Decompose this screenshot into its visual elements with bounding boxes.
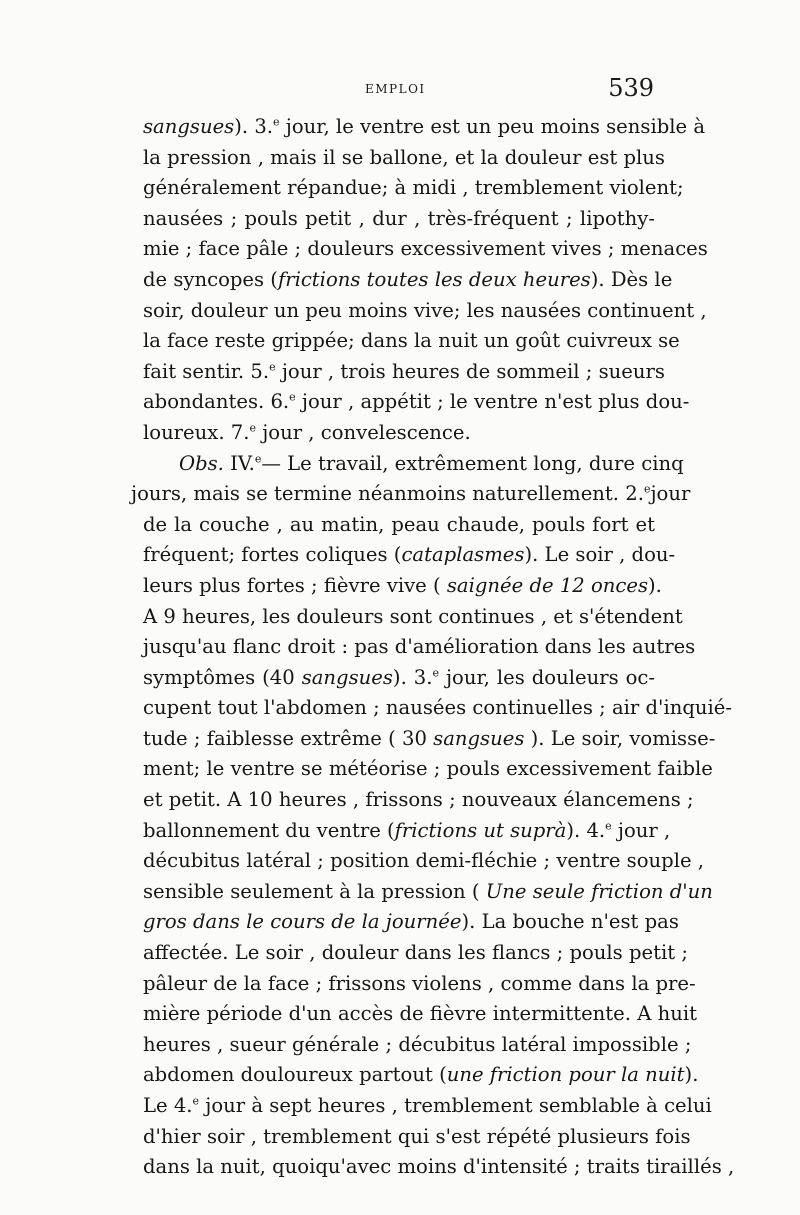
text-segment: heures , sueur générale ; décubitus latéral impossible ; bbox=[143, 1032, 692, 1056]
text-line bbox=[143, 326, 680, 357]
text-line bbox=[143, 785, 694, 816]
italic-text: cataplasmes bbox=[401, 543, 525, 567]
text-segment: jour bbox=[650, 482, 691, 506]
italic-text: Une seule friction d'un bbox=[485, 879, 713, 903]
text-segment: jour , convelescence. bbox=[255, 420, 471, 444]
text-segment: jours, mais se termine néanmoins naturellement. 2. bbox=[131, 482, 644, 506]
text-segment: cupent tout l'abdomen ; nausées continuelles ; air d'inquié- bbox=[143, 696, 732, 720]
text-line bbox=[131, 479, 691, 510]
text-line bbox=[143, 1091, 712, 1122]
text-segment: A 9 heures, les douleurs sont continues , et s'étendent bbox=[143, 604, 683, 628]
text-segment: mière période d'un accès de fièvre intermittente. A huit bbox=[143, 1002, 697, 1026]
page-header bbox=[142, 74, 654, 114]
text-line bbox=[143, 112, 706, 143]
text-segment: tude ; faiblesse extrême ( 30 bbox=[143, 726, 434, 750]
text-line bbox=[143, 418, 655, 449]
running-head: EMPLOI bbox=[365, 82, 426, 96]
text-segment: Le 4. bbox=[143, 1094, 193, 1117]
text-segment: ). 3. bbox=[392, 665, 433, 689]
text-segment: fréquent; fortes coliques ( bbox=[143, 543, 402, 567]
text-line bbox=[143, 938, 688, 969]
text-segment: ). La bouche n'est pas bbox=[461, 910, 679, 934]
text-line bbox=[143, 296, 707, 327]
text-line bbox=[143, 143, 665, 174]
text-segment: symptômes (40 bbox=[143, 665, 302, 689]
text-segment: dans la nuit, quoiqu'avec moins d'intensité ; traits tiraillés , bbox=[143, 1155, 735, 1179]
text-segment: ). Le soir, vomisse- bbox=[524, 726, 716, 750]
text-segment: abondantes. 6. bbox=[143, 390, 290, 414]
text-segment: jour à sept heures , tremblement semblable à celui bbox=[199, 1094, 712, 1117]
ordinal-superscript: e bbox=[273, 115, 280, 129]
text-line bbox=[143, 754, 713, 785]
text-line bbox=[143, 1030, 692, 1061]
text-segment: affectée. Le soir , douleur dans les flancs ; pouls petit ; bbox=[143, 941, 688, 965]
text-line bbox=[143, 1152, 735, 1183]
text-segment: jour , trois heures de sommeil ; sueurs bbox=[275, 359, 665, 383]
text-segment: de syncopes ( bbox=[143, 267, 278, 291]
italic-text: sangsues bbox=[433, 726, 525, 750]
text-line bbox=[143, 877, 713, 908]
text-segment: jusqu'au flanc droit : pas d'amélioration dans les autres bbox=[143, 635, 696, 659]
text-line bbox=[143, 204, 655, 235]
text-line bbox=[143, 1060, 699, 1091]
ordinal-superscript: e bbox=[269, 360, 276, 374]
text-segment: — Le travail, extrêmement long, dure cinq bbox=[261, 451, 684, 475]
text-segment: ballonnement du ventre ( bbox=[143, 818, 395, 842]
text-line bbox=[143, 693, 732, 724]
ordinal-superscript: e bbox=[249, 421, 256, 435]
text-segment: jour, les douleurs oc- bbox=[438, 665, 655, 689]
text-line bbox=[143, 387, 690, 418]
text-segment: ). bbox=[684, 1063, 699, 1087]
italic-text: une friction pour la nuit bbox=[446, 1063, 685, 1087]
italic-text: saignée de 12 onces bbox=[446, 573, 649, 597]
text-segment: pâleur de la face ; frissons violens , comme dans la pre- bbox=[143, 971, 696, 995]
page-number: 539 bbox=[608, 74, 654, 102]
italic-text: frictions toutes les deux heures bbox=[277, 267, 591, 291]
text-line bbox=[143, 1122, 691, 1153]
text-line bbox=[143, 969, 696, 1000]
text-segment: ). 3. bbox=[234, 115, 274, 138]
text-segment: fait sentir. 5. bbox=[143, 359, 270, 383]
text-line bbox=[143, 999, 697, 1030]
text-segment: ment; le ventre se météorise ; pouls excessivement faible bbox=[143, 757, 713, 781]
italic-text: frictions ut suprà bbox=[394, 818, 567, 842]
italic-text: gros dans le cours de la journée bbox=[143, 910, 462, 934]
text-line bbox=[143, 265, 673, 296]
text-segment: la face reste grippée; dans la nuit un goût cuivreux se bbox=[143, 329, 680, 353]
text-line bbox=[143, 602, 683, 633]
text-segment: généralement répandue; à midi , tremblement violent; bbox=[143, 176, 684, 200]
text-segment: soir, douleur un peu moins vive; les nausées continuent , bbox=[143, 298, 707, 322]
text-segment: ). Dès le bbox=[590, 267, 673, 291]
text-segment: abdomen douloureux partout ( bbox=[143, 1063, 447, 1087]
text-line bbox=[143, 663, 655, 694]
text-segment: la pression , mais il se ballone, et la douleur est plus bbox=[143, 145, 665, 169]
text-segment: et petit. A 10 heures , frissons ; nouveaux élancemens ; bbox=[143, 788, 694, 812]
text-line bbox=[143, 540, 676, 571]
text-line bbox=[143, 724, 716, 755]
ordinal-superscript: e bbox=[605, 819, 612, 833]
ordinal-superscript: e bbox=[254, 452, 262, 465]
text-line bbox=[143, 816, 671, 847]
text-line bbox=[143, 357, 665, 388]
text-segment: mie ; face pâle ; douleurs excessivement vives ; menaces bbox=[143, 237, 708, 261]
text-line bbox=[143, 234, 708, 265]
text-segment: ). Le soir , dou- bbox=[524, 543, 676, 567]
text-segment: loureux. 7. bbox=[143, 420, 250, 444]
text-segment: ). 4. bbox=[566, 818, 606, 842]
text-line bbox=[143, 907, 679, 938]
text-line bbox=[143, 449, 684, 480]
text-segment: jour , appétit ; le ventre n'est plus dou- bbox=[295, 390, 690, 414]
ordinal-superscript: e bbox=[192, 1094, 200, 1108]
text-segment: leurs plus fortes ; fièvre vive ( bbox=[143, 573, 447, 597]
italic-text: Obs. bbox=[179, 451, 224, 475]
text-segment: nausées ; pouls petit , dur , très-fréquent ; lipothy- bbox=[143, 206, 655, 230]
text-line bbox=[143, 571, 662, 602]
italic-text: sangsues bbox=[143, 115, 235, 138]
text-line bbox=[143, 173, 684, 204]
text-segment: jour , bbox=[611, 818, 671, 842]
italic-text: sangsues bbox=[301, 665, 393, 689]
text-line bbox=[143, 846, 705, 877]
text-segment: IV. bbox=[223, 451, 255, 475]
text-segment: de la couche , au matin, peau chaude, pouls fort et bbox=[143, 512, 655, 536]
text-segment: sensible seulement à la pression ( bbox=[143, 879, 486, 903]
text-segment: ). bbox=[648, 573, 662, 597]
text-line bbox=[143, 632, 696, 663]
ordinal-superscript: e bbox=[643, 482, 651, 496]
ordinal-superscript: e bbox=[432, 666, 439, 680]
text-segment: décubitus latéral ; position demi-fléchie ; ventre souple , bbox=[143, 849, 705, 873]
body-text bbox=[131, 112, 735, 1183]
text-line bbox=[143, 510, 655, 541]
text-segment: jour, le ventre est un peu moins sensible à bbox=[279, 115, 706, 138]
text-segment: d'hier soir , tremblement qui s'est répété plusieurs fois bbox=[143, 1124, 691, 1148]
ordinal-superscript: e bbox=[289, 390, 296, 404]
